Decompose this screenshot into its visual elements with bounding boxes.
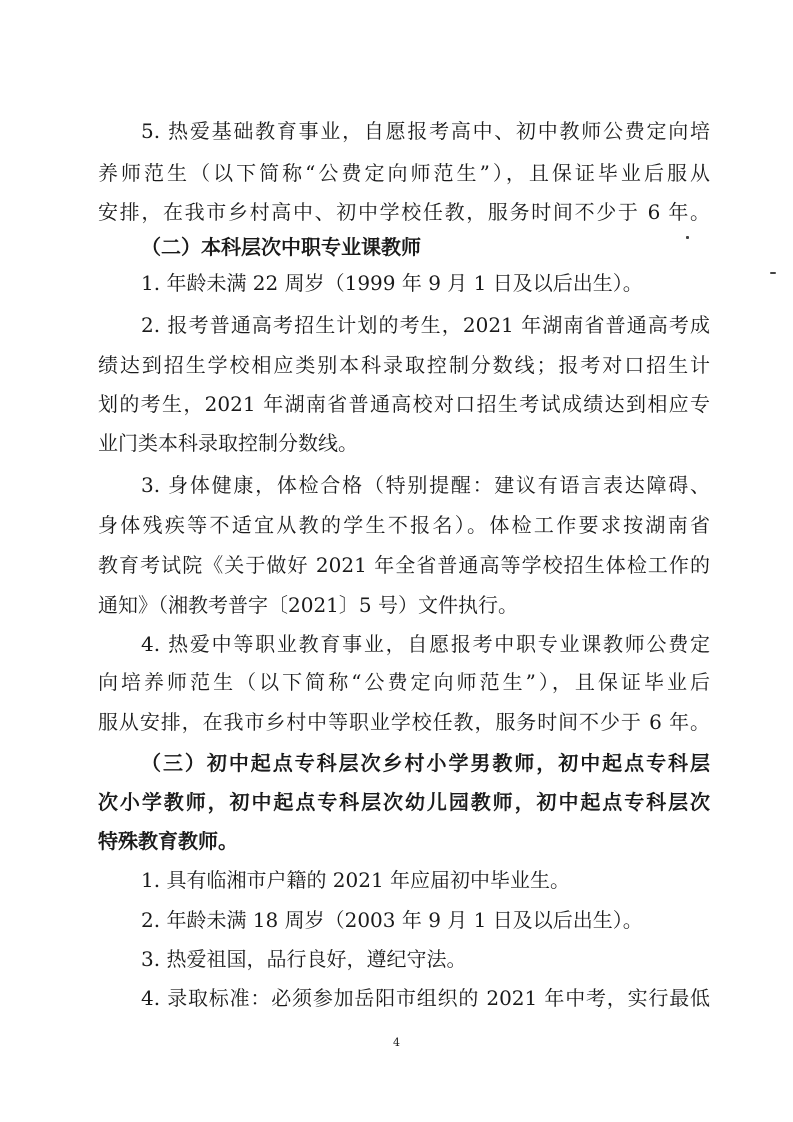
paragraph-line: 身体残疾等不适宜从教的学生不报名）。体检工作要求按湖南省 [98, 513, 710, 537]
paragraph-line: 2. 年龄未满 18 周岁（2003 年 9 月 1 日及以后出生）。 [141, 908, 643, 932]
paragraph-line: 业门类本科录取控制分数线。 [98, 431, 358, 455]
section-heading-line: 次小学教师，初中起点专科层次幼儿园教师，初中起点专科层次 [98, 790, 710, 814]
paragraph-line: 5. 热爱基础教育事业，自愿报考高中、初中教师公费定向培 [141, 119, 710, 143]
paragraph-line: 养师范生（以下简称“公费定向师范生”），且保证毕业后服从 [98, 161, 710, 185]
paragraph-line: 1. 年龄未满 22 周岁（1999 年 9 月 1 日及以后出生）。 [141, 271, 643, 295]
paragraph-line: 安排，在我市乡村高中、初中学校任教，服务时间不少于 6 年。 [98, 200, 710, 224]
scan-speck [770, 272, 776, 274]
paragraph-line: 绩达到招生学校相应类别本科录取控制分数线；报考对口招生计 [98, 353, 710, 377]
paragraph-line: 2. 报考普通高考招生计划的考生，2021 年湖南省普通高考成 [141, 313, 710, 337]
paragraph-line: 3. 热爱祖国，品行良好，遵纪守法。 [141, 947, 467, 971]
section-heading-line: （三）初中起点专科层次乡村小学男教师，初中起点专科层 [141, 751, 710, 775]
paragraph-line: 服从安排，在我市乡村中等职业学校任教，服务时间不少于 6 年。 [98, 710, 710, 734]
page-number: 4 [393, 1036, 400, 1049]
scan-speck [686, 236, 689, 239]
paragraph-line: 1. 具有临湘市户籍的 2021 年应届初中毕业生。 [141, 868, 571, 892]
paragraph-line: 4. 热爱中等职业教育事业，自愿报考中职专业课教师公费定 [141, 632, 710, 656]
paragraph-line: 教育考试院《关于做好 2021 年全省普通高等学校招生体检工作的 [98, 553, 710, 577]
section-heading-line: （二）本科层次中职专业课教师 [141, 235, 421, 259]
paragraph-line: 向培养师范生（以下简称“公费定向师范生”），且保证毕业后 [98, 670, 710, 694]
section-heading-line: 特殊教育教师。 [98, 829, 238, 853]
paragraph-line: 3. 身体健康，体检合格（特别提醒：建议有语言表达障碍、 [141, 473, 710, 497]
paragraph-line: 通知》（湘教考普字〔2021〕5 号）文件执行。 [98, 593, 518, 617]
paragraph-line: 划的考生，2021 年湖南省普通高校对口招生考试成绩达到相应专 [98, 392, 710, 416]
paragraph-line: 4. 录取标准：必须参加岳阳市组织的 2021 年中考，实行最低 [141, 986, 710, 1010]
